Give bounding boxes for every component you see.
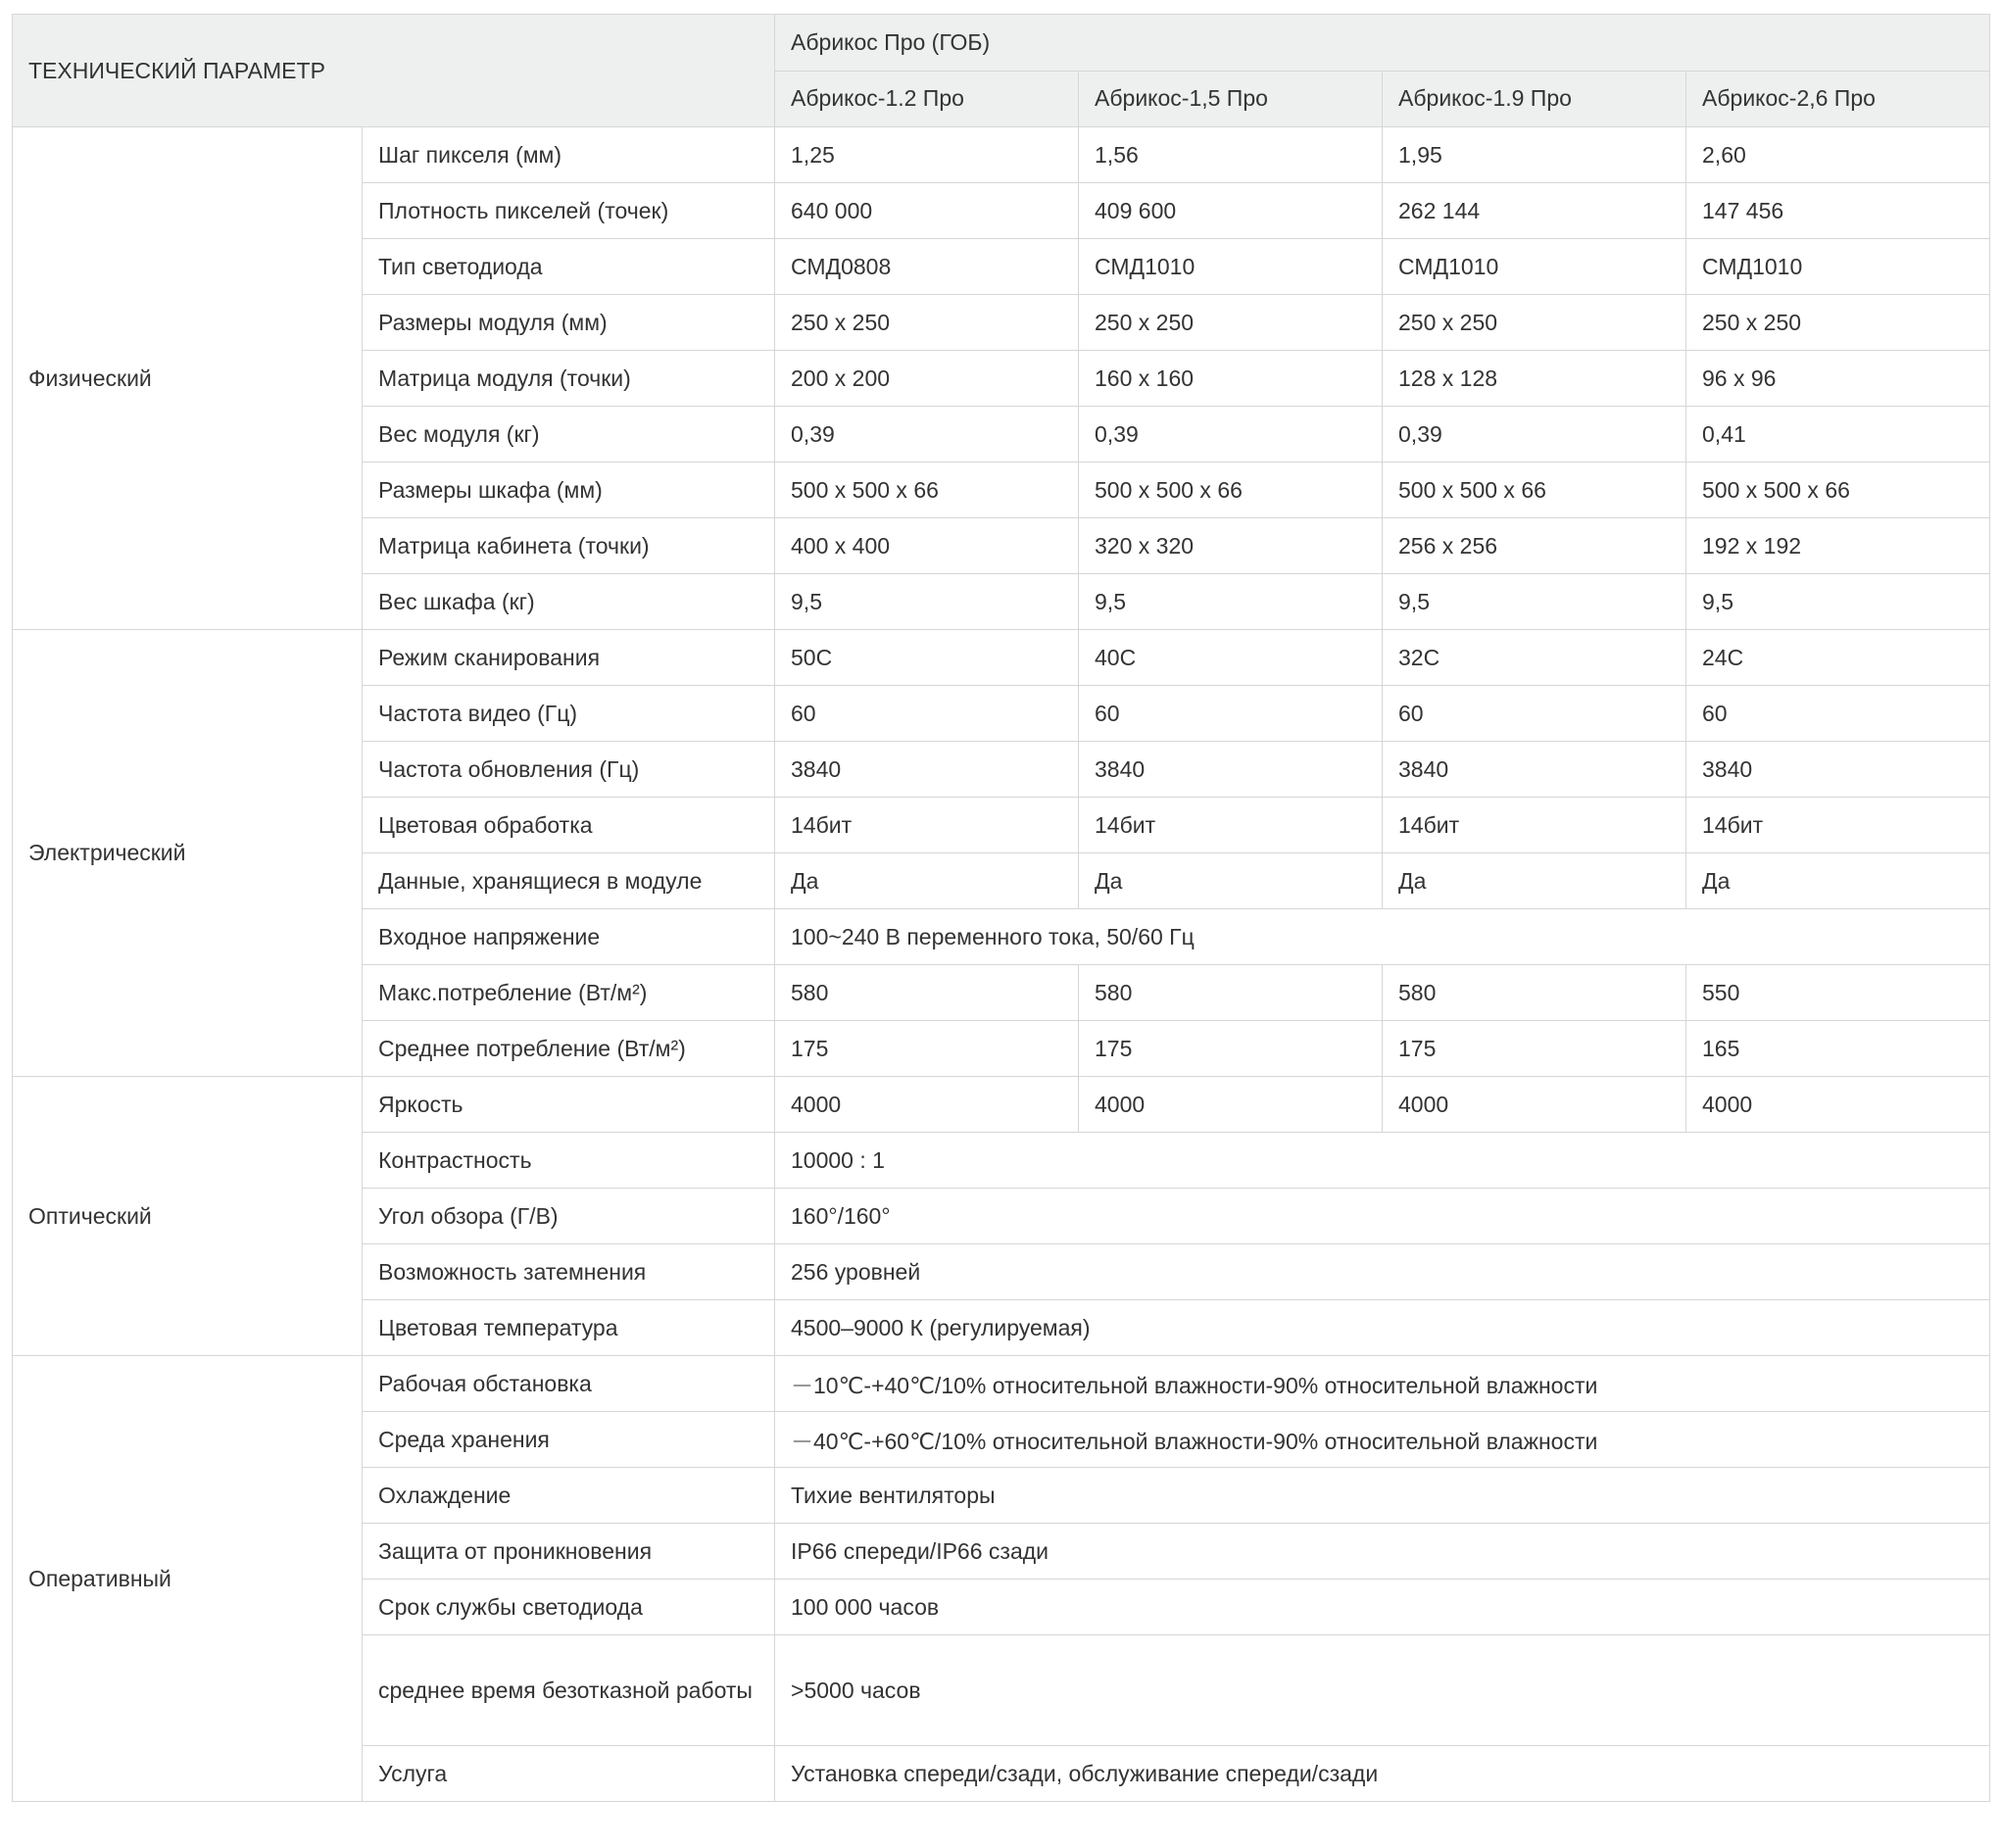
value-cell: 14бит: [1383, 798, 1686, 853]
value-cell: 256 x 256: [1383, 518, 1686, 574]
param-label: Размеры модуля (мм): [363, 295, 775, 351]
group-label-optical: Оптический: [13, 1077, 363, 1356]
value-cell-spanning: 100 000 часов: [775, 1580, 1990, 1635]
table-row: [13, 1356, 1990, 1412]
value-cell: 1,25: [775, 127, 1079, 183]
value-cell: СМД1010: [1686, 239, 1990, 295]
value-cell-spanning: Установка спереди/сзади, обслуживание спереди/сзади: [775, 1746, 1990, 1802]
value-cell: 320 x 320: [1079, 518, 1383, 574]
value-cell-spanning: 10000 : 1: [775, 1133, 1990, 1189]
value-cell: 1,95: [1383, 127, 1686, 183]
value-cell: 0,39: [775, 407, 1079, 462]
value-cell: Да: [1383, 853, 1686, 909]
value-cell: 14бит: [1079, 798, 1383, 853]
spec-table-container: [12, 14, 1989, 1802]
value-cell-spanning: IP66 спереди/IP66 сзади: [775, 1524, 1990, 1580]
model-header: Абрикос-1,5 Про: [1079, 71, 1383, 127]
table-row: [13, 127, 1990, 183]
value-cell: 4000: [1686, 1077, 1990, 1133]
value-cell: 262 144: [1383, 183, 1686, 239]
value-cell: 550: [1686, 965, 1990, 1021]
value-cell: 60: [1383, 686, 1686, 742]
value-cell: 200 x 200: [775, 351, 1079, 407]
value-cell: 250 x 250: [1383, 295, 1686, 351]
value-cell: 250 x 250: [1079, 295, 1383, 351]
value-cell-spanning: 100~240 В переменного тока, 50/60 Гц: [775, 909, 1990, 965]
group-label-physical: Физический: [13, 127, 363, 630]
value-cell-spanning: 4500–9000 К (регулируемая): [775, 1300, 1990, 1356]
param-label: Частота обновления (Гц): [363, 742, 775, 798]
param-label: Вес модуля (кг): [363, 407, 775, 462]
value-cell: 192 x 192: [1686, 518, 1990, 574]
value-cell: СМД1010: [1079, 239, 1383, 295]
value-cell: Да: [1079, 853, 1383, 909]
value-cell: 9,5: [1686, 574, 1990, 630]
param-label: Яркость: [363, 1077, 775, 1133]
model-header: Абрикос-1.9 Про: [1383, 71, 1686, 127]
value-cell: 40С: [1079, 630, 1383, 686]
param-label: Шаг пикселя (мм): [363, 127, 775, 183]
model-header: Абрикос-1.2 Про: [775, 71, 1079, 127]
value-cell: 3840: [1079, 742, 1383, 798]
param-label: Размеры шкафа (мм): [363, 462, 775, 518]
value-cell: 580: [775, 965, 1079, 1021]
param-column-title: ТЕХНИЧЕСКИЙ ПАРАМЕТР: [13, 15, 775, 127]
value-cell: 400 x 400: [775, 518, 1079, 574]
model-header: Абрикос-2,6 Про: [1686, 71, 1990, 127]
value-cell: 500 x 500 x 66: [1686, 462, 1990, 518]
param-label: Макс.потребление (Вт/м²): [363, 965, 775, 1021]
value-cell: 128 x 128: [1383, 351, 1686, 407]
param-label: Срок службы светодиода: [363, 1580, 775, 1635]
value-cell: 60: [775, 686, 1079, 742]
param-label: среднее время безотказной работы: [363, 1635, 775, 1746]
value-cell-spanning: 256 уровней: [775, 1244, 1990, 1300]
value-cell: 500 x 500 x 66: [1079, 462, 1383, 518]
value-cell: 9,5: [1383, 574, 1686, 630]
value-cell: 175: [1383, 1021, 1686, 1077]
series-title: Абрикос Про (ГОБ): [775, 15, 1990, 72]
value-cell: 147 456: [1686, 183, 1990, 239]
value-cell: СМД0808: [775, 239, 1079, 295]
value-cell: 4000: [1383, 1077, 1686, 1133]
value-cell: 14бит: [1686, 798, 1990, 853]
param-label: Защита от проникновения: [363, 1524, 775, 1580]
param-label: Охлаждение: [363, 1468, 775, 1524]
value-cell: Да: [775, 853, 1079, 909]
value-cell: 96 x 96: [1686, 351, 1990, 407]
value-cell: 165: [1686, 1021, 1990, 1077]
param-label: Цветовая обработка: [363, 798, 775, 853]
param-label: Контрастность: [363, 1133, 775, 1189]
param-label: Угол обзора (Г/В): [363, 1189, 775, 1244]
header-row-1: [13, 15, 1990, 72]
value-cell: 580: [1383, 965, 1686, 1021]
value-cell: 9,5: [1079, 574, 1383, 630]
value-cell: 3840: [775, 742, 1079, 798]
param-label: Данные, хранящиеся в модуле: [363, 853, 775, 909]
param-label: Вес шкафа (кг): [363, 574, 775, 630]
table-row: [13, 630, 1990, 686]
value-cell: 0,39: [1383, 407, 1686, 462]
value-cell-spanning: Тихие вентиляторы: [775, 1468, 1990, 1524]
value-cell: 1,56: [1079, 127, 1383, 183]
param-label: Входное напряжение: [363, 909, 775, 965]
value-cell: 0,41: [1686, 407, 1990, 462]
value-cell: 14бит: [775, 798, 1079, 853]
value-cell: 24С: [1686, 630, 1990, 686]
value-cell: 60: [1686, 686, 1990, 742]
spec-table: [12, 14, 1990, 1802]
param-label: Среднее потребление (Вт/м²): [363, 1021, 775, 1077]
value-cell: Да: [1686, 853, 1990, 909]
value-cell: 250 x 250: [1686, 295, 1990, 351]
value-cell: 3840: [1383, 742, 1686, 798]
value-cell: 409 600: [1079, 183, 1383, 239]
param-label: Матрица модуля (точки): [363, 351, 775, 407]
value-cell: СМД1010: [1383, 239, 1686, 295]
value-cell: 32С: [1383, 630, 1686, 686]
value-cell: 4000: [1079, 1077, 1383, 1133]
param-label: Частота видео (Гц): [363, 686, 775, 742]
value-cell: 250 x 250: [775, 295, 1079, 351]
param-label: Услуга: [363, 1746, 775, 1802]
value-cell: 9,5: [775, 574, 1079, 630]
param-label: Цветовая температура: [363, 1300, 775, 1356]
value-cell: 175: [1079, 1021, 1383, 1077]
value-cell-spanning: >5000 часов: [775, 1635, 1990, 1746]
group-label-electrical: Электрический: [13, 630, 363, 1077]
param-label: Матрица кабинета (точки): [363, 518, 775, 574]
value-cell: 160 x 160: [1079, 351, 1383, 407]
value-cell: 4000: [775, 1077, 1079, 1133]
value-cell: 175: [775, 1021, 1079, 1077]
param-label: Режим сканирования: [363, 630, 775, 686]
value-cell: 60: [1079, 686, 1383, 742]
value-cell-spanning: －40℃-+60℃/10% относительной влажности-90% относительной влажности: [775, 1412, 1990, 1468]
value-cell: 0,39: [1079, 407, 1383, 462]
value-cell: 640 000: [775, 183, 1079, 239]
value-cell: 500 x 500 x 66: [1383, 462, 1686, 518]
value-cell: 2,60: [1686, 127, 1990, 183]
value-cell-spanning: 160°/160°: [775, 1189, 1990, 1244]
param-label: Плотность пикселей (точек): [363, 183, 775, 239]
param-label: Среда хранения: [363, 1412, 775, 1468]
param-label: Рабочая обстановка: [363, 1356, 775, 1412]
value-cell: 50С: [775, 630, 1079, 686]
param-label: Тип светодиода: [363, 239, 775, 295]
group-label-operational: Оперативный: [13, 1356, 363, 1802]
value-cell: 500 x 500 x 66: [775, 462, 1079, 518]
table-row: [13, 1077, 1990, 1133]
value-cell-spanning: －10℃-+40℃/10% относительной влажности-90% относительной влажности: [775, 1356, 1990, 1412]
value-cell: 580: [1079, 965, 1383, 1021]
value-cell: 3840: [1686, 742, 1990, 798]
param-label: Возможность затемнения: [363, 1244, 775, 1300]
